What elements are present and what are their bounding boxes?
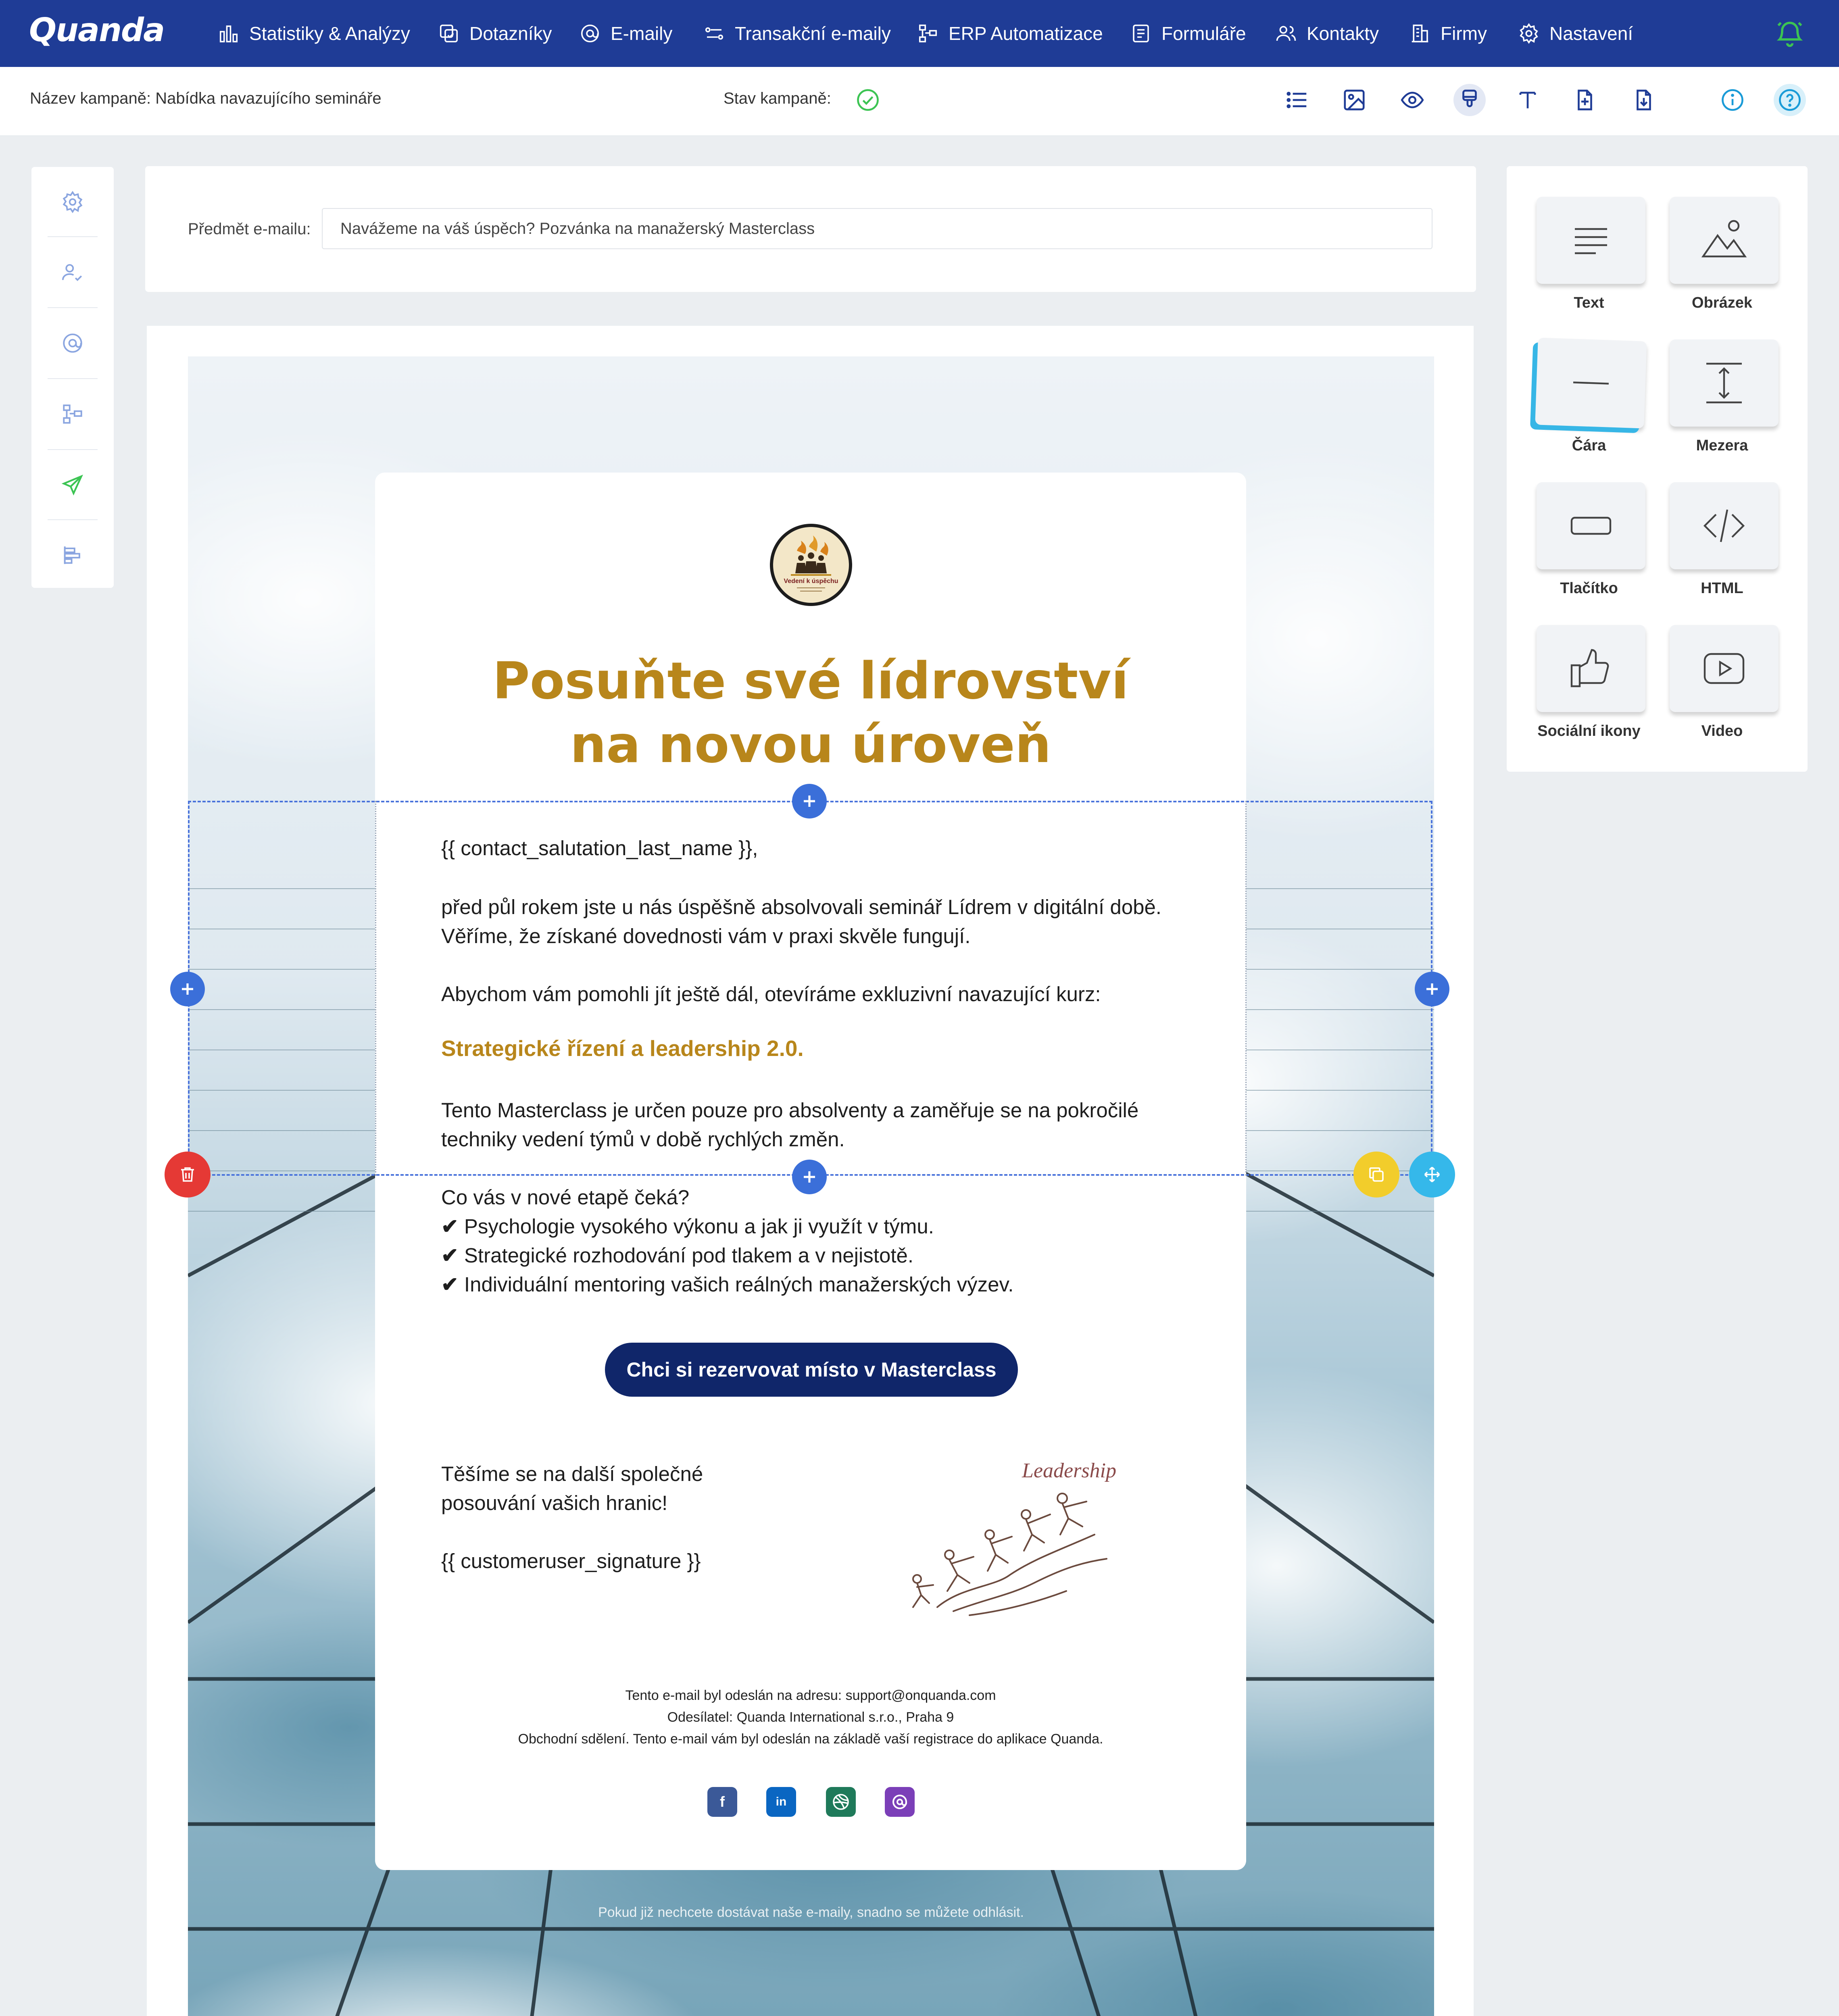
paragraph-line[interactable]: Věříme, že získané dovednosti vám v praxi skvěle fungují. bbox=[441, 925, 971, 948]
block-line[interactable] bbox=[1535, 337, 1647, 428]
nav-item-label: E-maily bbox=[611, 23, 673, 44]
salutation-text[interactable]: {{ contact_salutation_last_name }}, bbox=[441, 837, 758, 860]
nav-item-label: Kontakty bbox=[1307, 23, 1379, 44]
list-item-text: Individuální mentoring vašich reálných manažerských výzev. bbox=[464, 1273, 1014, 1296]
footer-line: Odesílatel: Quanda International s.r.o., Praha 9 bbox=[667, 1710, 954, 1725]
nav-item-surveys[interactable] bbox=[438, 19, 552, 48]
campaign-name: Název kampaně: Nabídka navazujícího semináře bbox=[30, 90, 382, 107]
nav-item-label: Dotazníky bbox=[469, 23, 552, 44]
check-mark-icon: ✔ bbox=[441, 1215, 459, 1238]
at-icon[interactable] bbox=[885, 1787, 915, 1817]
headline-line: Posuňte své lídrovství bbox=[492, 651, 1129, 710]
align-icon[interactable] bbox=[31, 520, 114, 590]
paragraph-line[interactable]: techniky vedení týmů v době rychlých změn. bbox=[441, 1128, 845, 1151]
nav-item-emails[interactable] bbox=[579, 19, 672, 48]
block-spacer[interactable] bbox=[1670, 339, 1779, 427]
image-icon[interactable] bbox=[1338, 84, 1370, 116]
survey-icon bbox=[438, 23, 460, 44]
at-icon[interactable] bbox=[31, 308, 114, 378]
text-lines-icon bbox=[1565, 215, 1617, 266]
footer-line: Obchodní sdělení. Tento e-mail vám byl odeslán na základě vaší registrace do aplikace Quanda. bbox=[518, 1731, 1103, 1747]
transactional-icon bbox=[703, 23, 725, 44]
duplicate-block-button[interactable] bbox=[1353, 1152, 1399, 1198]
list-item[interactable] bbox=[441, 1241, 913, 1270]
file-download-icon[interactable] bbox=[1628, 84, 1660, 116]
thumbs-up-icon bbox=[1565, 643, 1617, 694]
contacts-icon bbox=[1275, 23, 1297, 44]
course-name[interactable]: Strategické řízení a leadership 2.0. bbox=[441, 1036, 804, 1061]
copy-icon bbox=[1367, 1165, 1386, 1184]
text-icon[interactable] bbox=[1512, 84, 1544, 116]
send-icon[interactable] bbox=[31, 450, 114, 520]
nav-item-companies[interactable] bbox=[1409, 19, 1487, 48]
delete-block-button[interactable] bbox=[165, 1152, 211, 1198]
list-title[interactable]: Co vás v nové etapě čeká? bbox=[441, 1186, 690, 1209]
headline-line: na novou úroveň bbox=[570, 715, 1051, 774]
list-icon[interactable] bbox=[1281, 84, 1313, 116]
block-social-icons[interactable] bbox=[1537, 625, 1645, 712]
eye-icon[interactable] bbox=[1396, 84, 1428, 116]
code-icon bbox=[1698, 500, 1750, 552]
help-icon[interactable] bbox=[1774, 84, 1806, 116]
building-icon bbox=[1409, 23, 1431, 44]
nav-item-label: Firmy bbox=[1441, 23, 1487, 44]
block-label: Obrázek bbox=[1692, 294, 1752, 311]
flow-icon[interactable] bbox=[31, 379, 114, 449]
subject-input[interactable] bbox=[322, 208, 1432, 249]
list-item-text: Psychologie vysokého výkonu a jak ji využít v týmu. bbox=[464, 1215, 934, 1238]
list-item-text: Strategické rozhodování pod tlakem a v nejistotě. bbox=[464, 1244, 914, 1267]
logo-text: Vedení k úspěchu bbox=[784, 578, 838, 585]
closing-line[interactable]: Těšíme se na další společné bbox=[441, 1462, 703, 1485]
block-label: HTML bbox=[1701, 580, 1743, 597]
nav-item-forms[interactable] bbox=[1130, 19, 1246, 48]
brush-icon[interactable] bbox=[1453, 84, 1486, 116]
picture-icon bbox=[1698, 215, 1750, 266]
block-label: Čára bbox=[1572, 437, 1606, 454]
gear-icon bbox=[1518, 23, 1540, 44]
column-guide bbox=[375, 801, 376, 1176]
at-icon bbox=[579, 23, 601, 44]
facebook-icon[interactable]: f bbox=[707, 1787, 737, 1817]
add-block-above-button[interactable] bbox=[792, 784, 827, 818]
list-item[interactable] bbox=[441, 1212, 934, 1241]
button-icon bbox=[1565, 500, 1617, 552]
video-icon bbox=[1698, 643, 1750, 694]
paragraph-line[interactable]: Tento Masterclass je určen pouze pro absolventy a zaměřuje se na pokročilé bbox=[441, 1099, 1139, 1122]
nav-item-label: Formuláře bbox=[1161, 23, 1246, 44]
bell-icon[interactable] bbox=[1774, 18, 1805, 48]
leadership-illustration[interactable] bbox=[905, 1454, 1131, 1623]
closing-line[interactable]: posouvání vašich hranic! bbox=[441, 1491, 668, 1514]
nav-item-contacts[interactable] bbox=[1275, 19, 1379, 48]
company-logo[interactable] bbox=[769, 523, 853, 607]
paragraph-line[interactable]: Abychom vám pomohli jít ještě dál, otevíráme exkluzivní navazující kurz: bbox=[441, 983, 1101, 1006]
gear-icon[interactable] bbox=[31, 167, 114, 237]
nav-item-statistics[interactable] bbox=[218, 19, 410, 48]
block-label: Video bbox=[1701, 723, 1743, 739]
block-label: Text bbox=[1574, 294, 1604, 311]
cta-button[interactable]: Chci si rezervovat místo v Masterclass bbox=[605, 1343, 1018, 1397]
check-mark-icon: ✔ bbox=[441, 1244, 459, 1267]
info-icon[interactable] bbox=[1716, 84, 1749, 116]
nav-item-label: Nastavení bbox=[1549, 23, 1633, 44]
nav-item-label: ERP Automatizace bbox=[949, 23, 1103, 44]
list-item[interactable] bbox=[441, 1270, 1013, 1299]
spacer-icon bbox=[1698, 357, 1750, 409]
automation-icon bbox=[917, 23, 939, 44]
email-headline[interactable] bbox=[403, 649, 1218, 777]
form-icon bbox=[1130, 23, 1152, 44]
subject-label: Předmět e-mailu: bbox=[188, 220, 311, 238]
unsubscribe-text[interactable]: Pokud již nechcete dostávat naše e-maily, snadno se můžete odhlásit. bbox=[598, 1905, 1024, 1920]
nav-item-transactional-emails[interactable] bbox=[703, 19, 891, 48]
block-label: Mezera bbox=[1696, 437, 1748, 454]
add-block-below-button[interactable] bbox=[792, 1160, 827, 1194]
line-icon bbox=[1564, 356, 1618, 410]
block-video[interactable] bbox=[1670, 625, 1779, 712]
block-label: Tlačítko bbox=[1560, 580, 1618, 597]
illustration-caption: Leadership bbox=[1022, 1459, 1116, 1482]
linkedin-icon[interactable]: in bbox=[766, 1787, 796, 1817]
nav-item-label: Statistiky & Analýzy bbox=[249, 23, 410, 44]
add-column-right-button[interactable] bbox=[1415, 972, 1449, 1006]
nav-item-label: Transakční e-maily bbox=[735, 23, 891, 44]
block-button[interactable] bbox=[1537, 482, 1645, 569]
move-block-button[interactable] bbox=[1409, 1152, 1455, 1198]
nav-item-settings[interactable] bbox=[1518, 19, 1633, 48]
block-html[interactable] bbox=[1670, 482, 1779, 569]
quanda-logo[interactable]: Quanda bbox=[29, 11, 165, 49]
nav-item-erp-automation[interactable] bbox=[917, 19, 1103, 48]
paragraph-line[interactable]: před půl rokem jste u nás úspěšně absolvovali seminář Lídrem v digitální době. bbox=[441, 896, 1161, 918]
column-guide bbox=[1245, 801, 1247, 1176]
user-check-icon[interactable] bbox=[31, 237, 114, 307]
block-text[interactable] bbox=[1537, 197, 1645, 284]
block-image[interactable] bbox=[1670, 197, 1779, 284]
footer-line: Tento e-mail byl odeslán na adresu: support@onquanda.com bbox=[625, 1688, 996, 1703]
block-label: Sociální ikony bbox=[1537, 723, 1641, 739]
check-circle-icon bbox=[852, 84, 884, 116]
add-column-left-button[interactable] bbox=[170, 972, 205, 1006]
chart-bars-icon bbox=[218, 23, 240, 44]
trash-icon bbox=[178, 1165, 197, 1184]
campaign-status-label: Stav kampaně: bbox=[724, 90, 831, 107]
dribbble-icon[interactable] bbox=[826, 1787, 856, 1817]
move-icon bbox=[1422, 1165, 1442, 1184]
check-mark-icon: ✔ bbox=[441, 1273, 459, 1296]
file-plus-icon[interactable] bbox=[1569, 84, 1601, 116]
signature-placeholder[interactable]: {{ customeruser_signature }} bbox=[441, 1549, 701, 1572]
